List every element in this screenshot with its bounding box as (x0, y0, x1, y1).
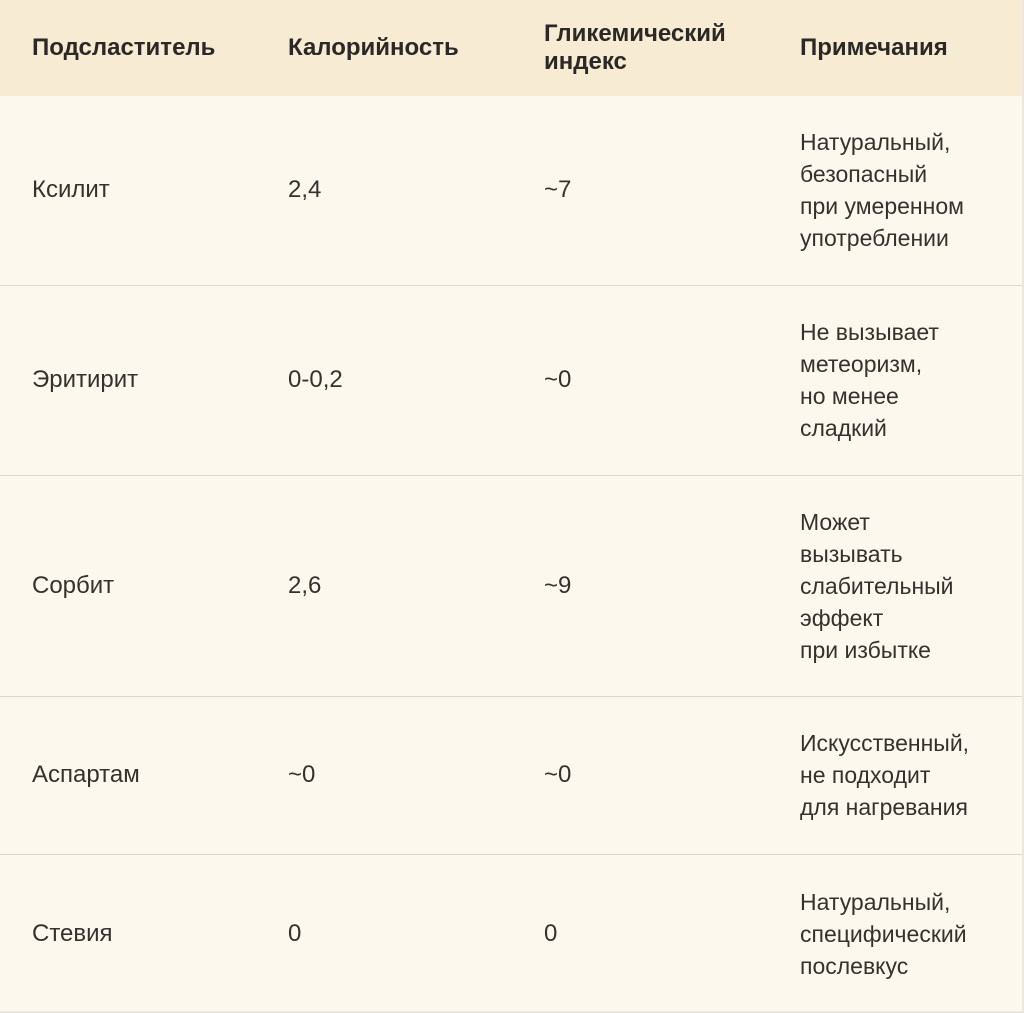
cell-notes: Может вызывать слабительный эффект при избытке (800, 508, 954, 663)
table-header-row (0, 0, 1024, 96)
cell-notes: Искусственный, не подходит для нагревания (800, 730, 970, 820)
cell-notes: Натуральный, специфический послевкус (800, 888, 967, 979)
header-notes: Примечания (800, 34, 948, 61)
cell-glycemic-index: ~0 (544, 366, 572, 393)
cell-glycemic-index: ~9 (544, 571, 572, 599)
table-row (0, 696, 1024, 854)
header-calories: Калорийность (288, 34, 459, 61)
table-row (0, 475, 1024, 696)
cell-sweetener: Аспартам (32, 761, 140, 788)
cell-notes: Натуральный, безопасный при умеренном употреблении (800, 129, 964, 252)
cell-glycemic-index: ~0 (544, 761, 572, 788)
header-sweetener: Подсластитель (32, 34, 216, 61)
cell-calories: 0-0,2 (288, 366, 343, 393)
cell-calories: ~0 (288, 761, 316, 788)
cell-sweetener: Сорбит (32, 571, 115, 599)
cell-calories: 2,6 (288, 571, 322, 599)
cell-notes: Не вызывает метеоризм, но менее сладкий (800, 319, 939, 441)
table-row (0, 96, 1024, 285)
cell-calories: 2,4 (288, 176, 322, 204)
cell-glycemic-index: ~7 (544, 176, 572, 204)
cell-calories: 0 (288, 919, 302, 947)
cell-sweetener: Эритирит (32, 366, 139, 393)
table-row (0, 854, 1024, 1013)
cell-sweetener: Ксилит (32, 176, 110, 204)
cell-glycemic-index: 0 (544, 919, 558, 947)
table-row (0, 285, 1024, 475)
cell-sweetener: Стевия (32, 919, 113, 947)
header-glycemic-index: Гликемический индекс (544, 20, 726, 75)
